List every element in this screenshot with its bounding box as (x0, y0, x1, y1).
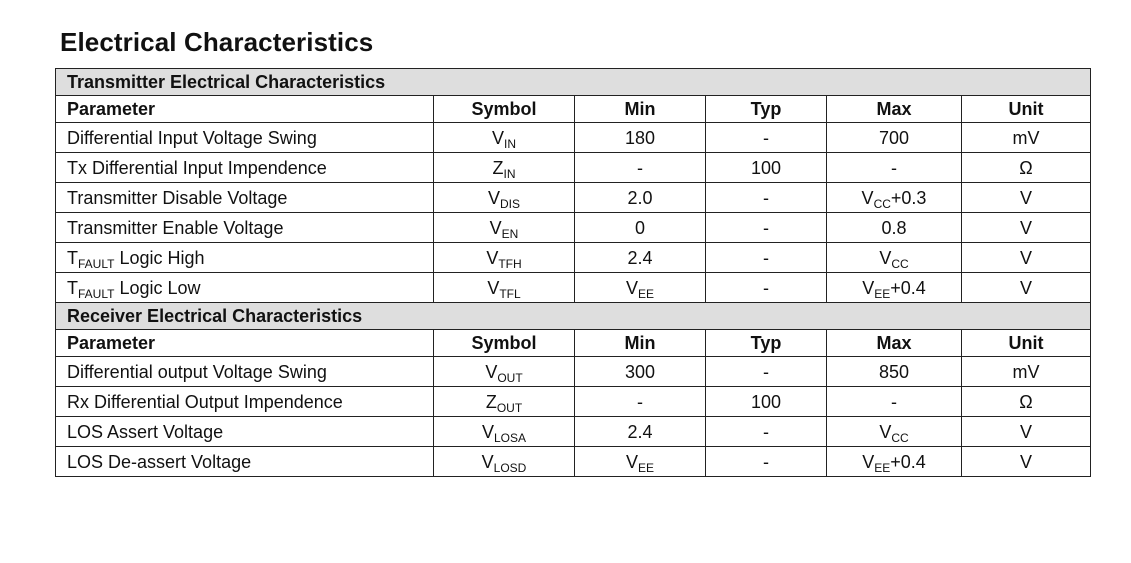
value-base: - (891, 391, 897, 412)
header-max: Max (827, 330, 962, 357)
header-unit: Unit (962, 330, 1091, 357)
value-base: Z (485, 391, 497, 412)
cell-typ: - (706, 213, 827, 243)
cell-symbol (434, 357, 575, 387)
value-base: V (481, 451, 494, 472)
cell-unit: mV (962, 123, 1091, 153)
cell-symbol (434, 213, 575, 243)
value-subscript: IN (504, 136, 516, 151)
cell-typ: - (706, 243, 827, 273)
cell-unit: Ω (962, 387, 1091, 417)
value-base: 300 (624, 361, 656, 382)
header-typ: Typ (706, 96, 827, 123)
header-parameter: Parameter (56, 96, 434, 123)
value-base: V (486, 247, 499, 268)
value-suffix: +0.3 (890, 187, 927, 208)
cell-min (575, 417, 706, 447)
cell-typ: - (706, 273, 827, 303)
header-parameter: Parameter (56, 330, 434, 357)
value-base: V (489, 217, 502, 238)
value-base: V (625, 451, 638, 472)
cell-max (827, 123, 962, 153)
header-symbol: Symbol (434, 330, 575, 357)
value-base: V (862, 451, 875, 472)
value-base: 0 (634, 217, 645, 238)
value-base: V (861, 187, 874, 208)
cell-parameter: Transmitter Enable Voltage (56, 213, 434, 243)
cell-max (827, 387, 962, 417)
cell-typ: - (706, 417, 827, 447)
cell-min (575, 123, 706, 153)
value-base: - (637, 391, 643, 412)
table-row (56, 273, 1091, 303)
receiver-rows (56, 357, 1091, 477)
value-base: T (67, 277, 78, 298)
cell-typ: - (706, 357, 827, 387)
table-row (56, 183, 1091, 213)
cell-max (827, 243, 962, 273)
value-subscript: FAULT (78, 256, 115, 271)
header-min: Min (575, 96, 706, 123)
value-subscript: EE (874, 460, 891, 475)
value-base: 2.0 (627, 187, 653, 208)
value-base: V (879, 421, 892, 442)
value-subscript: EE (638, 460, 655, 475)
cell-max (827, 183, 962, 213)
table-row (56, 123, 1091, 153)
value-base: V (625, 277, 638, 298)
cell-min (575, 243, 706, 273)
value-subscript: LOSA (494, 430, 527, 445)
cell-typ: 100 (706, 153, 827, 183)
page-title: Electrical Characteristics (60, 27, 374, 57)
cell-parameter: LOS De-assert Voltage (56, 447, 434, 477)
cell-parameter: Transmitter Disable Voltage (56, 183, 434, 213)
table-row (56, 447, 1091, 477)
cell-parameter: Rx Differential Output Impendence (56, 387, 434, 417)
value-subscript: LOSD (493, 460, 527, 475)
column-header-row (56, 96, 1091, 123)
value-subscript: EE (874, 286, 891, 301)
value-subscript: FAULT (78, 286, 115, 301)
table-row (56, 213, 1091, 243)
value-base: 2.4 (627, 421, 653, 442)
cell-unit: V (962, 417, 1091, 447)
cell-min (575, 357, 706, 387)
cell-unit: V (962, 273, 1091, 303)
value-subscript: TFH (498, 256, 522, 271)
cell-symbol (434, 183, 575, 213)
header-typ: Typ (706, 330, 827, 357)
table-row (56, 357, 1091, 387)
cell-min (575, 273, 706, 303)
cell-max (827, 213, 962, 243)
electrical-characteristics-table (55, 68, 1091, 477)
cell-symbol (434, 417, 575, 447)
table-row (56, 387, 1091, 417)
cell-max (827, 273, 962, 303)
value-subscript: EE (638, 286, 655, 301)
value-suffix: Logic Low (114, 277, 201, 298)
value-base: V (481, 421, 494, 442)
value-subscript: TFL (499, 286, 521, 301)
cell-symbol (434, 447, 575, 477)
cell-max (827, 153, 962, 183)
cell-typ: - (706, 183, 827, 213)
cell-parameter: LOS Assert Voltage (56, 417, 434, 447)
cell-typ: 100 (706, 387, 827, 417)
value-subscript: EN (501, 226, 519, 241)
value-base: T (67, 247, 78, 268)
cell-min (575, 153, 706, 183)
column-header-row (56, 330, 1091, 357)
cell-unit: Ω (962, 153, 1091, 183)
value-base: 180 (624, 127, 656, 148)
value-base: Z (492, 157, 504, 178)
value-base: V (485, 361, 498, 382)
cell-min (575, 387, 706, 417)
cell-parameter: Differential Input Voltage Swing (56, 123, 434, 153)
cell-symbol (434, 243, 575, 273)
cell-unit: mV (962, 357, 1091, 387)
value-suffix: +0.4 (890, 451, 926, 472)
value-base: 850 (878, 361, 910, 382)
cell-parameter (56, 273, 434, 303)
value-base: - (891, 157, 897, 178)
value-subscript: DIS (500, 196, 521, 211)
header-unit: Unit (962, 96, 1091, 123)
cell-parameter (56, 243, 434, 273)
section-header-row (56, 303, 1091, 330)
cell-unit: V (962, 447, 1091, 477)
transmitter-rows (56, 123, 1091, 303)
cell-symbol (434, 123, 575, 153)
value-subscript: OUT (497, 370, 523, 385)
value-base: V (487, 187, 500, 208)
value-base: 2.4 (627, 247, 653, 268)
value-base: 700 (878, 127, 910, 148)
cell-typ: - (706, 123, 827, 153)
cell-min (575, 213, 706, 243)
cell-symbol (434, 153, 575, 183)
cell-max (827, 417, 962, 447)
cell-parameter: Tx Differential Input Impendence (56, 153, 434, 183)
header-symbol: Symbol (434, 96, 575, 123)
value-subscript: IN (503, 166, 516, 181)
value-suffix: Logic High (114, 247, 205, 268)
cell-max (827, 447, 962, 477)
cell-typ: - (706, 447, 827, 477)
value-base: - (637, 157, 643, 178)
transmitter-section-title: Transmitter Electrical Characteristics (56, 69, 1091, 96)
cell-min (575, 183, 706, 213)
cell-unit: V (962, 213, 1091, 243)
value-subscript: CC (891, 256, 909, 271)
section-header-row (56, 69, 1091, 96)
header-min: Min (575, 330, 706, 357)
value-subscript: CC (891, 430, 909, 445)
value-suffix: +0.4 (890, 277, 926, 298)
header-max: Max (827, 96, 962, 123)
cell-symbol (434, 273, 575, 303)
cell-parameter: Differential output Voltage Swing (56, 357, 434, 387)
cell-unit: V (962, 243, 1091, 273)
receiver-section-title: Receiver Electrical Characteristics (56, 303, 1091, 330)
value-base: V (879, 247, 892, 268)
table-row (56, 153, 1091, 183)
table-row (56, 243, 1091, 273)
cell-unit: V (962, 183, 1091, 213)
cell-max (827, 357, 962, 387)
value-base: 0.8 (881, 217, 907, 238)
table-row (56, 417, 1091, 447)
value-base: V (487, 277, 500, 298)
value-base: V (491, 127, 504, 148)
value-subscript: CC (873, 196, 891, 211)
value-base: V (862, 277, 875, 298)
cell-min (575, 447, 706, 477)
cell-symbol (434, 387, 575, 417)
value-subscript: OUT (496, 400, 523, 415)
